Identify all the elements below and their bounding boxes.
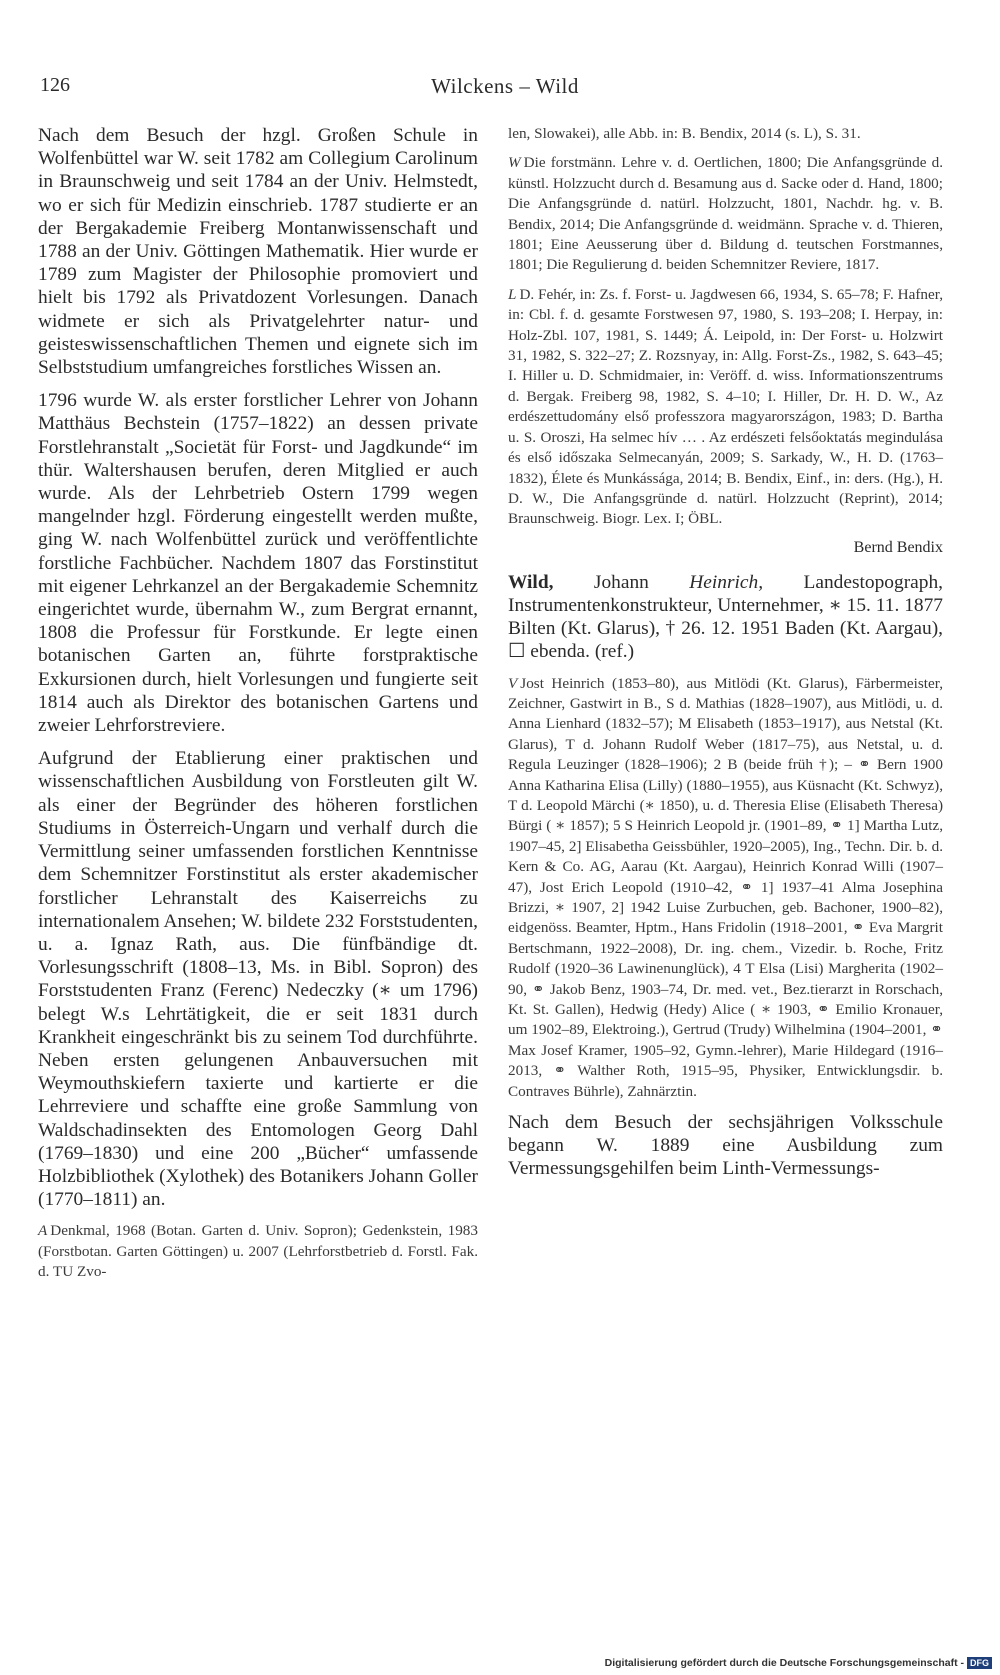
memorials-text: Denkmal, 1968 (Botan. Garten d. Univ. Sopron); Gedenkstein, 1983 (Forstbotan. Garten Göttingen) u. 2007 (Lehrforstbetrieb d. Forstl. Fak. d. TU Zvo- (38, 1222, 478, 1281)
section-memorials (38, 1221, 478, 1282)
section-marker-w: W (508, 154, 521, 172)
section-genealogy (508, 674, 943, 1103)
running-title: Wilckens – Wild (431, 74, 579, 98)
paragraph-education: Nach dem Besuch der hzgl. Großen Schule in Wolfenbüttel war W. seit 1782 am Collegium Carolinum in Braunschweig und seit 1784 an der Univ. Helmstedt, wo er sich für Medizin einschrieb. 1787 studierte er an der Bergakademie Freiberg Montanwissenschaft und 1788 an der Univ. Göttingen Mathematik. Hier wurde er 1789 zum Magister der Philosophie promoviert und hielt bis 1792 als Privatdozent Vorlesungen. Danach widmete er sich als Privatgelehrter natur- und geisteswissenschaftlichen Themen und eignete sich im Selbststudium umfangreiches forstliches Wissen an. (38, 125, 478, 379)
entry-heading-wild (508, 571, 943, 664)
right-column (508, 124, 943, 1191)
section-marker-a: A (38, 1222, 48, 1240)
page-number: 126 (40, 74, 70, 96)
section-marker-v: V (508, 674, 518, 692)
section-literature (508, 285, 943, 530)
article-author: Bernd Bendix (853, 538, 943, 556)
memorials-continued: len, Slowakei), alle Abb. in: B. Bendix, 2014 (s. L), S. 31. (508, 125, 861, 142)
entry-given-name: Johann (593, 571, 649, 593)
literature-text: D. Fehér, in: Zs. f. Forst- u. Jagdwesen 66, 1934, S. 65–78; F. Hafner, in: Cbl. f. d. gesamte Forstwesen 97, 1980, S. 193–208; I. Herpay, in: Holz-Zbl. 107, 1981, S. 1449; Á. Leipold, in: Der Forst- u. Holzwirt 31, 1982, S. 322–27; Z. Rozsnyay, in: Allg. Forst-Zs., 1982, S. 643–45; I. Hiller u. D. Schmidmaier, in: Veröff. d. wiss. Informationszentrums d. Bergak. Freiberg 98, 1982, S. 4–10; I. Hiller, Dr. H. D. W., Az erdészettudomány első professzora magyarországon, 1983; D. Bartha u. S. Oroszi, Ha selmec hív … . Az erdészeti felsőoktatás megindulása és első időszaka Selmecanyán, 2009; S. Sarkady, W., H. D. (1763–1832), Élete és Munkássága, 2014; B. Bendix, Einf., in: ders. (Hg.), H. D. W., Die Anfangsgründe d. natürl. Holzzucht (Reprint), 2014; Braunschweig. Biogr. Lex. I; ÖBL. (508, 285, 943, 528)
footer-text: Digitalisierung gefördert durch die Deutsche Forschungsgemeinschaft - (604, 1657, 964, 1669)
left-column (38, 124, 478, 1293)
dfg-logo: DFG (967, 1657, 992, 1669)
paragraph-career: 1796 wurde W. als erster forstlicher Lehrer von Johann Matthäus Bechstein (1757–1822) an dessen private Forstlehranstalt „Societät für Forst- und Jagdkunde“ im thür. Waltershausen berufen, deren Mitglied er auch wurde. Als der Lehrbetrieb Ostern 1799 wegen mangelnder hzgl. Förderung eingestellt werden mußte, ging W. nach Wolfenbüttel zurück und veröffentlichte forstliche Fachbücher. Nachdem 1807 das Forstinstitut mit eigener Lehrkanzel an der Bergakademie Schemnitz eingerichtet wurde, übernahm W., zum Bergrat ernannt, 1808 die Professur für Forstkunde. Er legte einen botanischen Garten an, führte forstpraktische Exkursionen durch, hielt Vorlesungen und fungierte seit 1814 auch als Direktor des botanischen Gartens und zweier Lehrforstreviere. (38, 390, 478, 737)
running-header (40, 74, 970, 104)
paragraph-wild-education: Nach dem Besuch der sechsjährigen Volksschule begann W. 1889 eine Ausbildung zum Vermessungsgehilfen beim Linth-Vermessungs- (508, 1112, 943, 1180)
paragraph-significance: Aufgrund der Etablierung einer praktischen und wissenschaftlichen Ausbildung von Forstleuten gilt W. als einer der Begründer des höheren forstlichen Studiums in Österreich-Ungarn und verhalf durch die Vermittlung seiner umfassenden forstlichen Kenntnisse dem Schemnitzer Forstinstitut als erster akademischer forstlicher Lehranstalt des Kaiserreichs zu internationalem Ansehen; W. bildete 232 Forststudenten, u. a. Ignaz Rath, aus. Die fünfbändige dt. Vorlesungsschrift (1808–13, Ms. in Bibl. Sopron) des Forststudenten Franz (Ferenc) Nedeczky (∗ um 1796) belegt W.s Lehrtätigkeit, die er seit 1831 durch Krankheit eingeschränkt bis zu seinem Tod durchführte. Neben ersten gelungenen Anbauversuchen mit Weymouthskiefern taxierte und kartierte er die Lehrreviere und schaffte eine große Sammlung von Waldschadinsekten des Entomologen Georg Dahl (1769–1830) und eine 200 „Bücher“ umfassende Holzbibliothek (Xylothek) des Botanikers Johann Goller (1770–1811) an. (38, 748, 478, 1211)
entry-surname: Wild, (508, 571, 554, 593)
section-marker-l: L (508, 285, 517, 303)
entry-description: Landestopograph, Instrumentenkonstrukteur, Unternehmer, ∗ 15. 11. 1877 Bilten (Kt. Glarus), † 26. 12. 1951 Baden (Kt. Aargau), ☐ ebenda. (ref.) (508, 571, 943, 663)
section-works (508, 153, 943, 275)
works-text: Die forstmänn. Lehre v. d. Oertlichen, 1800; Die Anfangsgründe d. künstl. Holzzucht durch d. Besamung aus d. Sacke oder d. Hand, 1800; Die Anfangsgründe d. natürl. Holzzucht, 1801, Nachdr. hg. v. B. Bendix, 2014; Die Anfangsgründe d. weidmänn. Sprache v. d. Thieren, 1801; Eine Aeusserung über d. Bildung d. teutschen Forstmannes, 1801; Die Regulierung d. beiden Schemnitzer Reviere, 1817. (508, 154, 943, 274)
digitization-footer (605, 1657, 992, 1669)
entry-call-name: Heinrich, (689, 571, 764, 593)
genealogy-text: Jost Heinrich (1853–80), aus Mitlödi (Kt. Glarus), Färbermeister, Zeichner, Gastwirt in B., S d. Mathias (1828–1907), aus Mitlödi, u. d. Anna Lienhard (1832–57); M Elisabeth (1853–1917), aus Netstal (Kt. Glarus), T d. Johann Rudolf Weber (1817–75), aus Netstal, u. d. Regula Leuzinger (1828–1906); 2 B (beide früh †); – ⚭ Bern 1900 Anna Katharina Elisa (Lilly) (1880–1955), aus Küsnacht (Kt. Schwyz), T d. Leopold Märchi (∗ 1850), u. d. Theresia Elise (Elisabeth Theresa) Bürgi ( ∗ 1857); 5 S Heinrich Leopold jr. (1901–89, ⚭ 1] Martha Lutz, 1907–45, 2] Elisabetha Geissbühler, 1920–2005), Ing., Techn. Dir. b. d. Kern & Co. AG, Aarau (Kt. Aargau), Heinrich Konrad Willi (1907–47), Jost Erich Leopold (1910–42, ⚭ 1] 1937–41 Alma Josephina Brizzi, ∗ 1907, 2] 1942 Luise Zurbuchen, geb. Bachoner, 1900–82), eidgenöss. Beamter, Hptm., Hans Fridolin (1918–2001, ⚭ Eva Margrit Bertschmann, 1922–2008), Dr. ing. chem., Vizedir. b. Roche, Fritz Rudolf (1920–36 Lawinenunglück), 4 T Elsa (Lisi) Margherita (1902–90, ⚭ Jakob Benz, 1903–74, Dr. med. vet., Bez.tierarzt in Rorschach, Kt. St. Gallen), Hedwig (Hedy) Alice ( ∗ 1903, ⚭ Emilio Kronauer, um 1902–89, Elektroing.), Gertrud (Trudy) Wilhelmina (1904–2001, ⚭ Max Josef Kramer, 1905–92, Gymn.-lehrer), Marie Hildegard (1916–2013, ⚭ Walther Roth, 1915–95, Physiker, Entwicklungsdir. b. Contraves Bührle), Zahnärztin. (508, 674, 943, 1100)
